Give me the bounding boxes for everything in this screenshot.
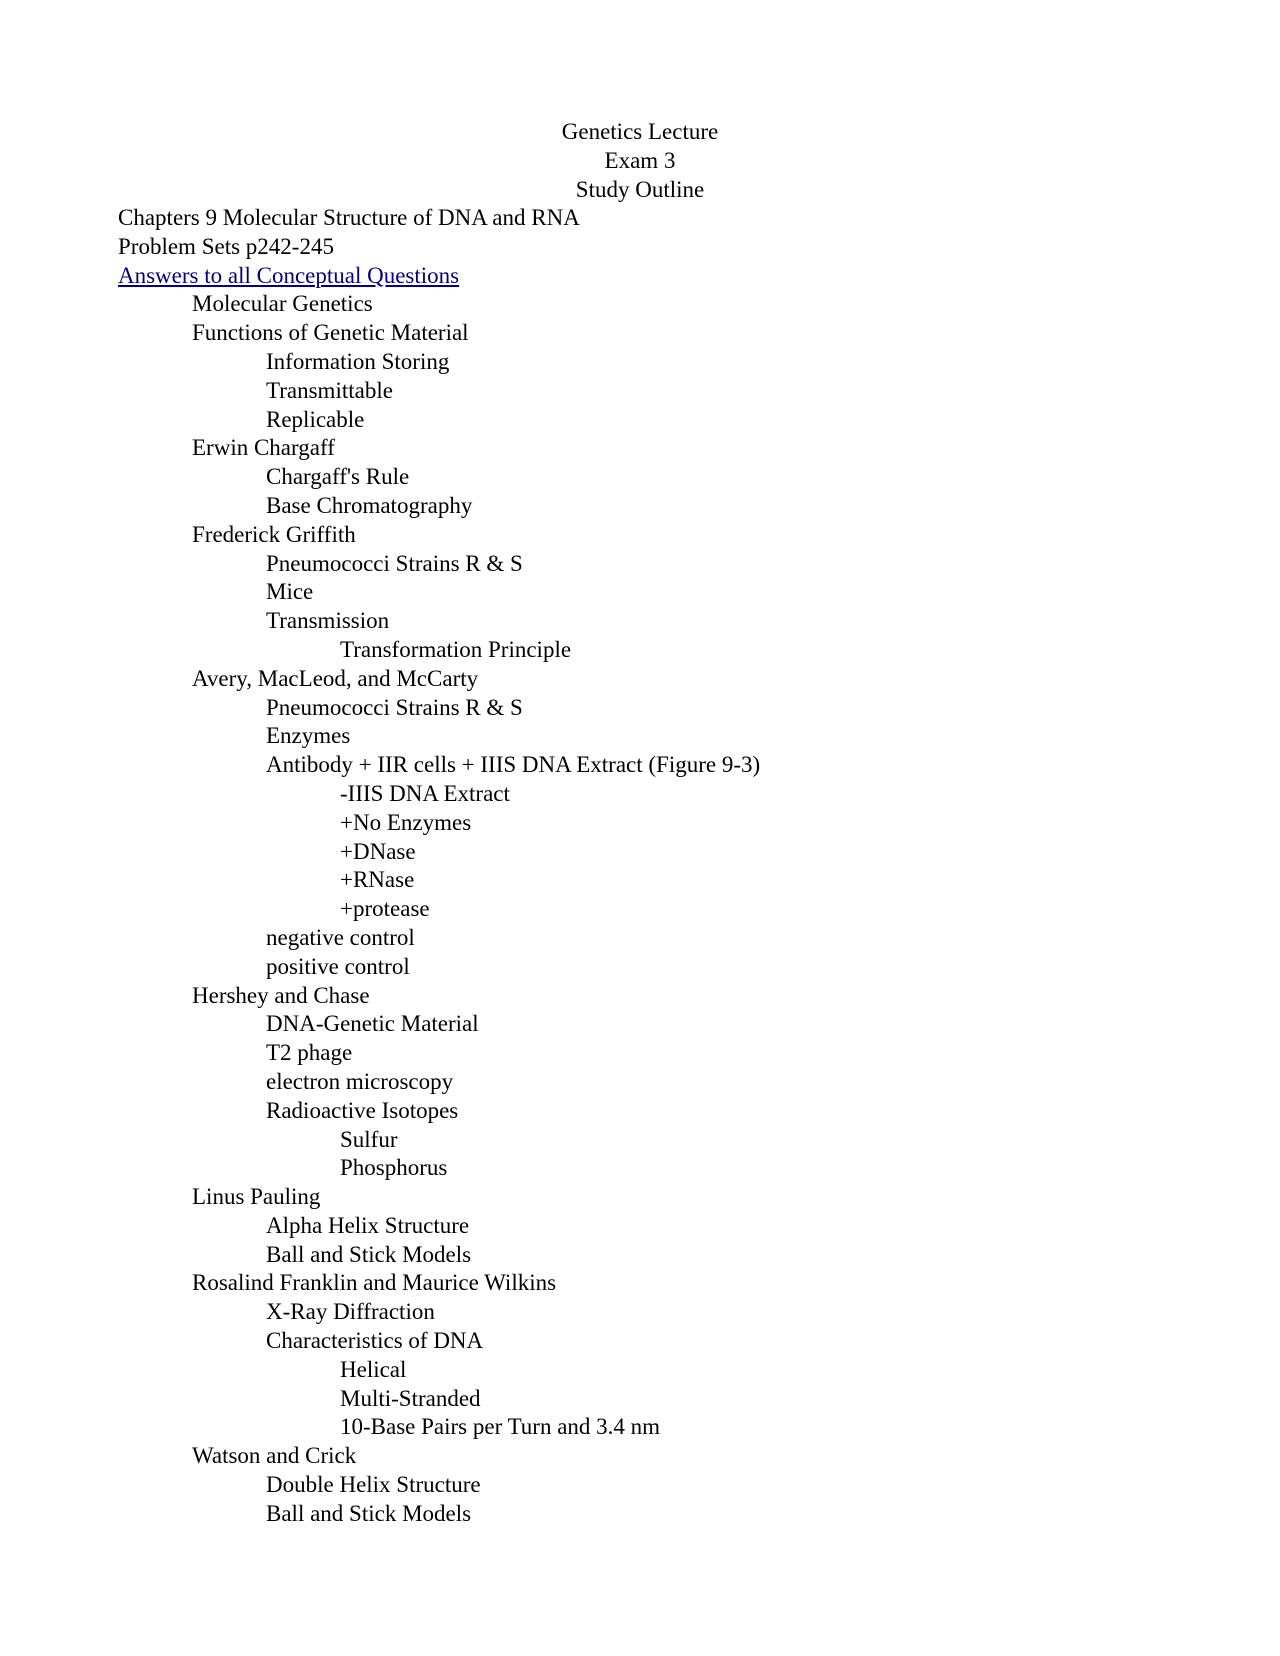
outline-item-level-1: Molecular Genetics bbox=[192, 291, 373, 317]
outline-item-level-3: +protease bbox=[340, 896, 430, 922]
outline-item-level-3: Helical bbox=[340, 1356, 407, 1382]
outline-item-level-2: Pneumococci Strains R & S bbox=[266, 694, 523, 720]
outline-item-level-1: Functions of Genetic Material bbox=[192, 320, 469, 346]
outline-item-level-1: Avery, MacLeod, and McCarty bbox=[192, 665, 479, 691]
outline-item-level-3: +DNase bbox=[340, 838, 416, 864]
outline-item-level-2: Chargaff's Rule bbox=[266, 464, 410, 490]
outline-item-level-3: Transformation Principle bbox=[340, 636, 572, 662]
outline-item-level-3: Multi-Stranded bbox=[340, 1385, 481, 1411]
outline-item-level-2: Enzymes bbox=[266, 723, 351, 749]
outline-item-level-1: Hershey and Chase bbox=[192, 982, 370, 1008]
answers-link-row bbox=[118, 262, 1218, 291]
outline-item-level-2: Replicable bbox=[266, 406, 365, 432]
exam-label: Exam 3 bbox=[604, 147, 676, 173]
outline-item-level-3: Sulfur bbox=[340, 1126, 398, 1152]
outline-item-level-3: +No Enzymes bbox=[340, 809, 472, 835]
outline-item-level-2: Pneumococci Strains R & S bbox=[266, 550, 523, 576]
outline-item-level-1: Rosalind Franklin and Maurice Wilkins bbox=[192, 1270, 557, 1296]
outline-item-level-2: positive control bbox=[266, 953, 410, 979]
answers-link[interactable]: Answers to all Conceptual Questions bbox=[118, 262, 460, 288]
outline-item-level-2: Radioactive Isotopes bbox=[266, 1097, 459, 1123]
outline-item-level-3: -IIIS DNA Extract bbox=[340, 780, 510, 806]
document-subtitle: Study Outline bbox=[575, 176, 705, 202]
outline-item-level-2: Ball and Stick Models bbox=[266, 1241, 472, 1267]
outline-item-level-2: T2 phage bbox=[266, 1040, 353, 1066]
chapters-heading: Chapters 9 Molecular Structure of DNA and RNA bbox=[118, 205, 580, 230]
study-outline bbox=[118, 204, 1218, 1529]
outline-item-level-2: Transmittable bbox=[266, 377, 393, 403]
document-title: Genetics Lecture bbox=[561, 119, 719, 144]
title-block bbox=[0, 118, 1280, 204]
outline-item-level-1: Erwin Chargaff bbox=[192, 435, 335, 461]
outline-item-level-3: 10-Base Pairs per Turn and 3.4 nm bbox=[340, 1414, 661, 1440]
outline-item-level-2: Alpha Helix Structure bbox=[266, 1212, 470, 1238]
outline-item-level-2: electron microscopy bbox=[266, 1068, 454, 1094]
outline-item-level-3: +RNase bbox=[340, 867, 415, 893]
outline-item-level-2: Double Helix Structure bbox=[266, 1472, 481, 1498]
outline-items bbox=[118, 290, 1218, 1528]
outline-item-level-2: Characteristics of DNA bbox=[266, 1328, 484, 1354]
outline-item-level-2: Information Storing bbox=[266, 348, 450, 374]
outline-item-level-2: DNA-Genetic Material bbox=[266, 1011, 479, 1037]
outline-item-level-1: Frederick Griffith bbox=[192, 521, 356, 547]
outline-item-level-2: Antibody + IIR cells + IIIS DNA Extract (Figure 9-3) bbox=[266, 752, 761, 778]
problem-sets-line: Problem Sets p242-245 bbox=[118, 233, 334, 259]
outline-item-level-2: X-Ray Diffraction bbox=[266, 1299, 435, 1325]
outline-item-level-1: Watson and Crick bbox=[192, 1443, 357, 1469]
outline-item-level-2: Transmission bbox=[266, 608, 390, 634]
outline-item-level-2: Mice bbox=[266, 579, 314, 605]
outline-item-level-2: Base Chromatography bbox=[266, 492, 473, 518]
outline-item-level-2: negative control bbox=[266, 924, 415, 950]
outline-item-level-2: Ball and Stick Models bbox=[266, 1500, 472, 1526]
outline-item-level-3: Phosphorus bbox=[340, 1155, 448, 1181]
outline-item-level-1: Linus Pauling bbox=[192, 1184, 321, 1210]
